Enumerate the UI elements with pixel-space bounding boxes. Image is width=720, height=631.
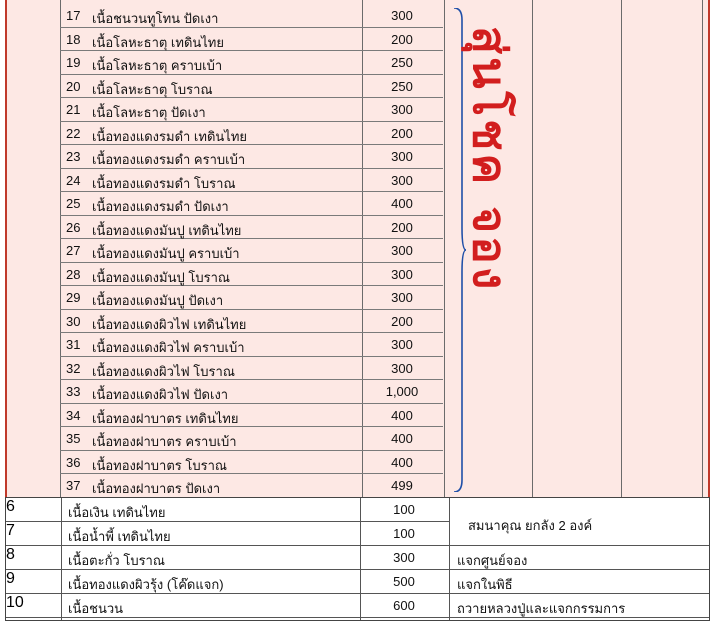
item-price: 400 (391, 196, 413, 211)
item-name: เนื้อชนวนทูโทน ปัดเงา (92, 11, 219, 26)
item-price: 200 (391, 313, 413, 329)
row-number: 7 (6, 522, 15, 539)
table-row (60, 192, 443, 216)
reserved-label (463, 26, 532, 326)
item-price: 200 (391, 219, 413, 235)
row-number: 37 (66, 478, 81, 493)
row-number: 29 (66, 290, 81, 305)
table-row (60, 216, 443, 240)
row-number: 17 (66, 8, 81, 23)
row-number: 32 (66, 360, 81, 376)
row-number: 27 (66, 243, 81, 258)
item-price: 1,000 (385, 384, 419, 399)
item-price: 300 (391, 149, 413, 164)
table-row (60, 333, 443, 357)
table-row (60, 4, 443, 28)
table-row (60, 451, 443, 475)
table-row (60, 474, 443, 498)
table-row (6, 546, 709, 570)
column-divider (532, 0, 533, 497)
row-number: 20 (66, 78, 81, 94)
row-number: 8 (6, 546, 15, 563)
table-row (60, 75, 443, 99)
extra-section (5, 497, 710, 621)
item-price: 100 (393, 502, 415, 517)
item-name: เนื้อชนวน (68, 601, 124, 616)
item-name: เนื้อโลหะธาตุ เทดินไทย (92, 34, 224, 50)
item-name: เนื้อทองฝาบาตร โบราณ (92, 457, 227, 473)
item-name: เนื้อทองแดงผิวไฟ โบราณ (92, 363, 235, 379)
item-price: 200 (391, 31, 413, 47)
table-row (60, 310, 443, 334)
table-row (60, 380, 443, 404)
item-name: เนื้อเงิน เทดินไทย (68, 505, 166, 520)
row-number: 22 (66, 125, 81, 141)
item-price: 300 (391, 266, 413, 282)
merged-note: สมนาคุณ ยกลัง 2 องค์ (468, 518, 593, 533)
table-row (60, 404, 443, 428)
table-row (6, 522, 709, 546)
table-row (60, 169, 443, 193)
item-name: เนื้อทองแดงผิวไฟ คราบเบ้า (92, 340, 245, 355)
item-price: 300 (391, 290, 413, 305)
row-number: 36 (66, 454, 81, 470)
item-name: เนื้อโลหะธาตุ โบราณ (92, 81, 213, 97)
table-row (6, 594, 709, 618)
column-divider (702, 0, 703, 497)
item-name: เนื้อทองฝาบาตร เทดินไทย (92, 410, 239, 426)
row-number: 24 (66, 172, 81, 188)
item-note: ถวายหลวงปู่และแจกกรรมการ (457, 601, 626, 616)
table-row (6, 498, 709, 522)
row-number: 9 (6, 570, 15, 587)
table-row (60, 263, 443, 287)
row-number: 19 (66, 55, 81, 70)
item-price: 400 (391, 454, 413, 470)
item-name: เนื้อทองแดงรมดำ คราบเบ้า (92, 152, 246, 167)
item-price: 400 (391, 407, 413, 423)
item-price: 200 (391, 125, 413, 141)
row-number: 28 (66, 266, 81, 282)
item-note: แจกในพิธี (457, 577, 513, 592)
item-name: เนื้อทองแดงผิวไฟ เทดินไทย (92, 316, 247, 332)
row-number: 34 (66, 407, 81, 423)
table-row (6, 570, 709, 594)
item-price: 400 (391, 431, 413, 446)
item-name: เนื้อทองแดงมันปู เทดินไทย (92, 222, 242, 238)
column-divider (444, 0, 445, 497)
item-name: เนื้อทองฝาบาตร ปัดเงา (92, 481, 221, 496)
table-row (60, 122, 443, 146)
item-price: 600 (393, 598, 415, 613)
item-price: 499 (391, 478, 413, 493)
table-row (60, 28, 443, 52)
table-row (60, 427, 443, 451)
item-name: เนื้อทองแดงรมดำ เทดินไทย (92, 128, 248, 144)
item-name: เนื้อทองแดงรมดำ ปัดเงา (92, 199, 229, 214)
row-number: 31 (66, 337, 81, 352)
item-name: เนื้อตะกั่ว โบราณ (68, 553, 165, 568)
row-number: 10 (6, 594, 24, 611)
row-number: 18 (66, 31, 81, 47)
table-row (60, 51, 443, 75)
item-price: 300 (391, 243, 413, 258)
item-name: เนื้อทองแดงรมดำ โบราณ (92, 175, 236, 191)
row-number: 26 (66, 219, 81, 235)
item-price: 300 (391, 172, 413, 188)
item-name: เนื้อทองแดงผิวรุ้ง (โค๊ดแจก) (68, 577, 224, 592)
item-price: 250 (391, 55, 413, 70)
table-row (60, 98, 443, 122)
item-name: เนื้อทองแดงมันปู คราบเบ้า (92, 246, 240, 261)
item-price: 300 (391, 337, 413, 352)
row-number: 30 (66, 313, 81, 329)
column-divider (621, 0, 622, 497)
row-number: 35 (66, 431, 81, 446)
item-price: 100 (393, 526, 415, 541)
table-row (60, 286, 443, 310)
item-name: เนื้อทองแดงผิวไฟ ปัดเงา (92, 387, 229, 402)
table-row (60, 357, 443, 381)
item-name: เนื้อโลหะธาตุ คราบเบ้า (92, 58, 223, 73)
row-number: 6 (6, 498, 15, 515)
item-note: แจกศูนย์จอง (457, 553, 528, 568)
row-number: 25 (66, 196, 81, 211)
item-name: เนื้อทองแดงมันปู โบราณ (92, 269, 230, 285)
item-price: 300 (391, 360, 413, 376)
item-name: เนื้อน้ำพี้ เทดินไทย (68, 529, 171, 544)
item-price: 500 (393, 574, 415, 589)
reserved-label-text: สุ่นโชค จอง (463, 26, 517, 293)
item-name: เนื้อโลหะธาตุ ปัดเงา (92, 105, 206, 120)
row-number: 23 (66, 149, 81, 164)
item-name: เนื้อทองแดงมันปู ปัดเงา (92, 293, 224, 308)
item-name: เนื้อทองฝาบาตร คราบเบ้า (92, 434, 237, 449)
row-number: 21 (66, 102, 81, 117)
table-row (60, 145, 443, 169)
table-row (60, 239, 443, 263)
item-price: 300 (391, 102, 413, 117)
item-price: 250 (391, 78, 413, 94)
item-price: 300 (393, 550, 415, 565)
row-number: 33 (66, 384, 81, 399)
item-price: 300 (391, 8, 413, 23)
